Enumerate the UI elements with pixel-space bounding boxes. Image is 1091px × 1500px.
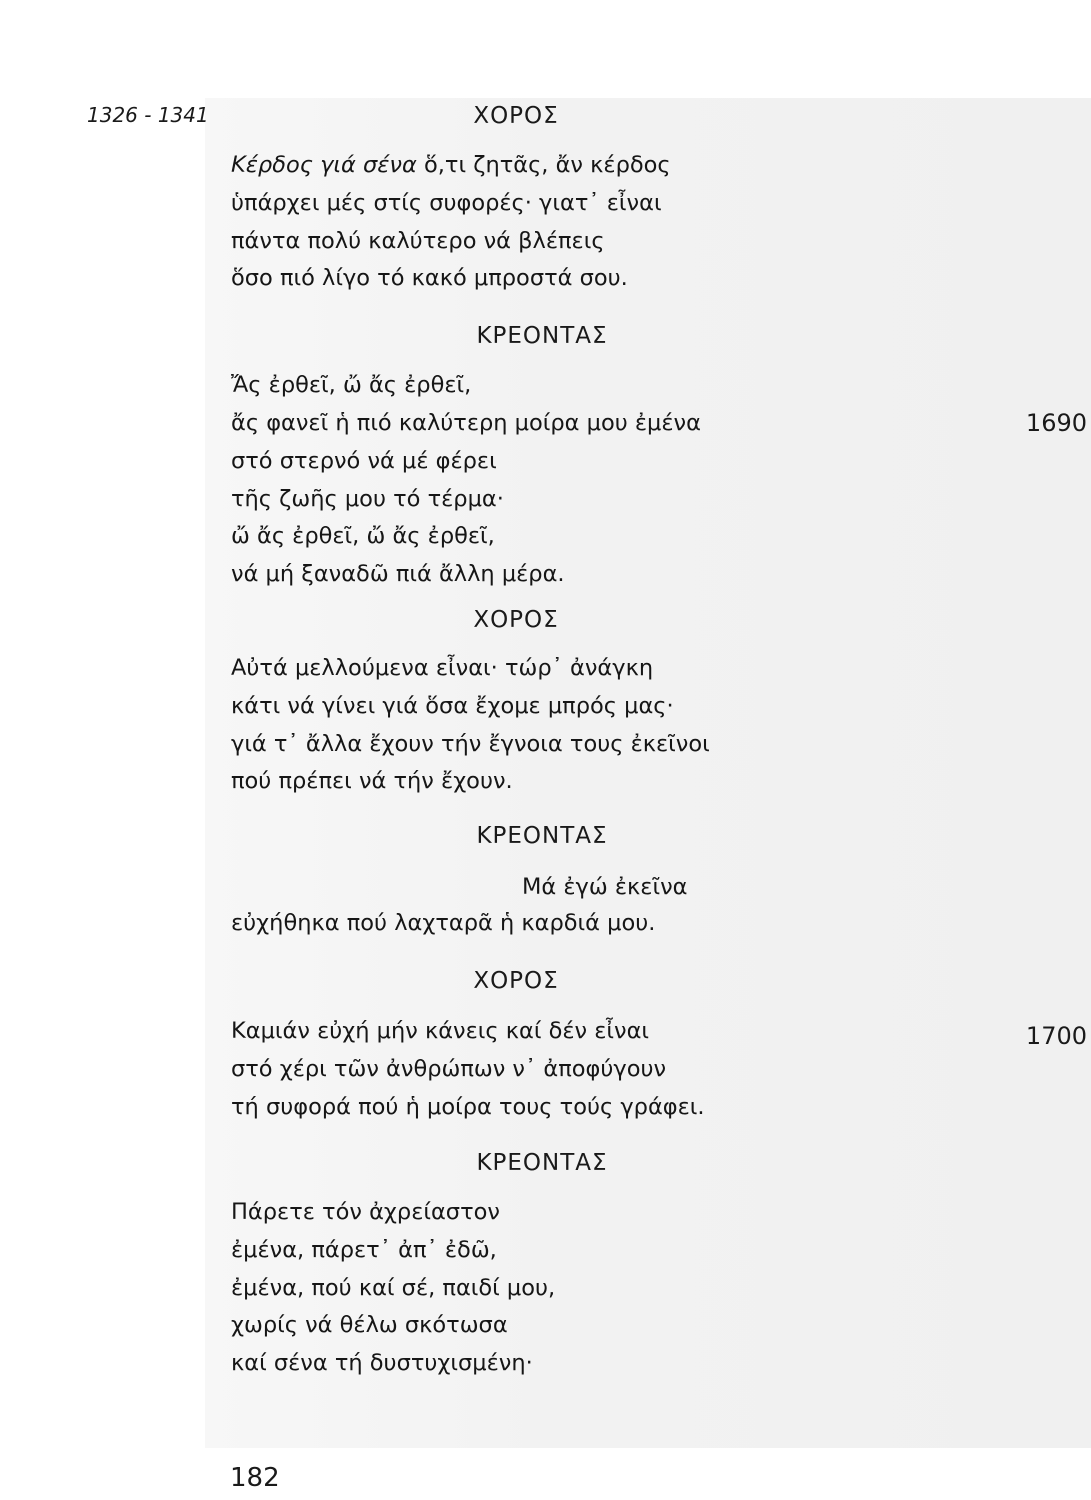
speaker-heading: ΚΡΕΟΝΤΑΣ: [476, 323, 608, 349]
verse-line: Πάρετε τόν ἀχρείαστον: [231, 1199, 500, 1225]
line-number: 1700: [1025, 1022, 1087, 1050]
speaker-heading: ΧΟΡΟΣ: [473, 103, 559, 129]
line-number: 1690: [1025, 409, 1087, 437]
speaker-heading: ΚΡΕΟΝΤΑΣ: [476, 1150, 608, 1176]
verse-line: τῆς ζωῆς μου τό τέρμα·: [231, 486, 504, 512]
verse-line: εὐχήθηκα πού λαχταρᾶ ἡ καρδιά μου.: [231, 910, 656, 936]
verse-line: τή συφορά πού ἡ μοίρα τους τούς γράφει.: [231, 1094, 705, 1120]
verse-line: καί σένα τή δυστυχισμένη·: [231, 1350, 533, 1376]
verse-line: ὑπάρχει μές στίς συφορές· γιατ᾽ εἶναι: [231, 190, 662, 216]
verse-line-indented: Μά ἐγώ ἐκεῖνα: [522, 874, 688, 900]
speaker-heading: ΚΡΕΟΝΤΑΣ: [476, 823, 608, 849]
verse-line: ἐμένα, πάρετ᾽ ἀπ᾽ ἐδῶ,: [231, 1237, 497, 1263]
verse-line: στό στερνό νά μέ φέρει: [231, 448, 497, 474]
verse-line: πού πρέπει νά τήν ἔχουν.: [231, 768, 513, 794]
verse-line: Αὐτά μελλούμενα εἶναι· τώρ᾽ ἀνάγκη: [231, 655, 654, 681]
italic-lemma: Κέρδος γιά σένα: [231, 152, 417, 178]
verse-line: [231, 152, 671, 178]
page-number: 182: [230, 1463, 280, 1493]
speaker-heading: ΧΟΡΟΣ: [473, 607, 559, 633]
verse-line: Καμιάν εὐχή μήν κάνεις καί δέν εἶναι: [231, 1018, 650, 1044]
verse-line: στό χέρι τῶν ἀνθρώπων ν᾽ ἀποφύγουν: [231, 1056, 667, 1082]
line-range-header: 1326 - 1341: [87, 103, 209, 127]
verse-line: χωρίς νά θέλω σκότωσα: [231, 1312, 508, 1338]
verse-line: κάτι νά γίνει γιά ὅσα ἔχομε μπρός μας·: [231, 693, 674, 719]
speaker-heading: ΧΟΡΟΣ: [473, 968, 559, 994]
verse-line: γιά τ᾽ ἄλλα ἔχουν τήν ἔγνοια τους ἐκεῖνοι: [231, 731, 710, 757]
verse-line: νά μή ξαναδῶ πιά ἄλλη μέρα.: [231, 561, 565, 587]
verse-line: ἐμένα, πού καί σέ, παιδί μου,: [231, 1275, 556, 1301]
verse-line: πάντα πολύ καλύτερο νά βλέπεις: [231, 228, 605, 254]
verse-line: ὤ ἄς ἐρθεῖ, ὤ ἄς ἐρθεῖ,: [231, 523, 495, 549]
verse-line: Ἄς ἐρθεῖ, ὤ ἄς ἐρθεῖ,: [231, 372, 472, 398]
verse-line: ἄς φανεῖ ἡ πιό καλύτερη μοίρα μου ἐμένα: [231, 410, 701, 436]
verse-line: ὅσο πιό λίγο τό κακό μπροστά σου.: [231, 265, 628, 291]
verse-line-rest: ὅ,τι ζητᾶς, ἄν κέρδος: [416, 152, 671, 178]
